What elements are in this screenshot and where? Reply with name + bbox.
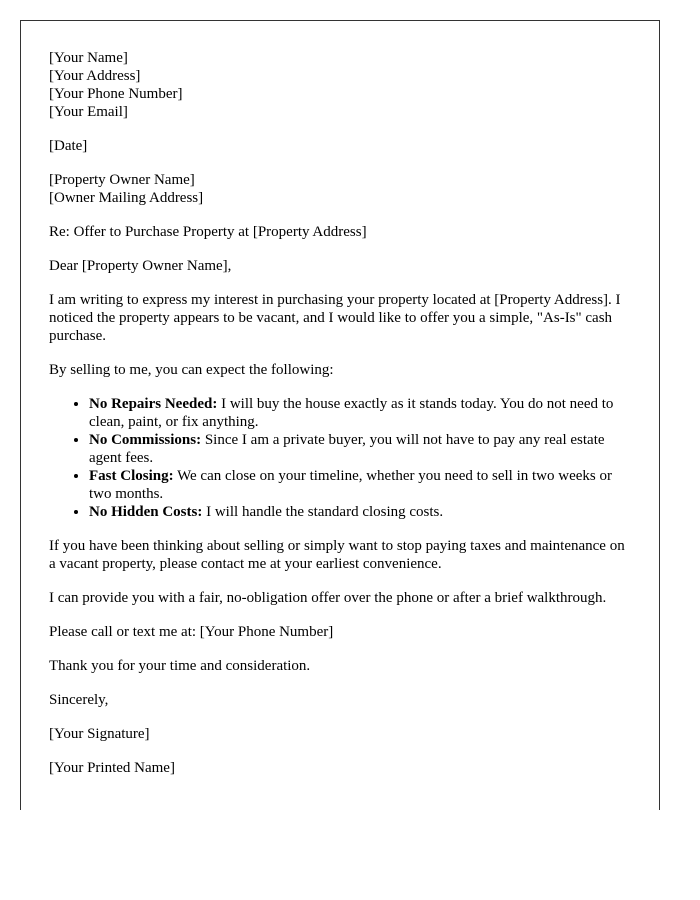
recipient-address: [Owner Mailing Address]: [49, 190, 204, 206]
salutation: Dear [Property Owner Name],: [49, 258, 232, 274]
letter-date: [Date]: [49, 138, 88, 154]
benefit-text: I will handle the standard closing costs.: [202, 504, 444, 520]
sender-email: [Your Email]: [49, 104, 128, 120]
thanks-line: Thank you for your time and consideration.: [49, 658, 311, 674]
subject-line: Re: Offer to Purchase Property at [Property Address]: [49, 224, 367, 240]
sender-address: [Your Address]: [49, 68, 141, 84]
sender-phone: [Your Phone Number]: [49, 86, 183, 102]
letter-page: [20, 20, 660, 810]
recipient-block: [49, 171, 635, 207]
benefit-item: [89, 395, 635, 431]
benefit-item: [89, 467, 635, 503]
benefit-item: [89, 431, 635, 467]
benefit-item: [89, 503, 635, 521]
contact-line: Please call or text me at: [Your Phone Number]: [49, 624, 334, 640]
closing-line: Sincerely,: [49, 692, 109, 708]
sender-name: [Your Name]: [49, 50, 128, 66]
intro-paragraph: I am writing to express my interest in purchasing your property located at [Property Address]. I noticed the property appears to be vacant, and I would like to offer you a simple, "As-Is" cash purchase.: [49, 292, 621, 344]
selling-paragraph: If you have been thinking about selling or simply want to stop paying taxes and maintenance on a vacant property, please contact me at your earliest convenience.: [49, 538, 625, 572]
benefits-list: [49, 395, 635, 521]
benefit-text: Since I am a private buyer, you will not have to pay any real estate agent fees.: [89, 432, 605, 466]
benefit-title: No Commissions:: [89, 432, 202, 448]
benefit-title: No Hidden Costs:: [89, 504, 203, 520]
sender-block: [49, 49, 635, 121]
benefit-title: No Repairs Needed:: [89, 396, 218, 412]
recipient-name: [Property Owner Name]: [49, 172, 195, 188]
benefit-text: I will buy the house exactly as it stands today. You do not need to clean, paint, or fix anything.: [89, 396, 614, 430]
benefits-intro: By selling to me, you can expect the following:: [49, 362, 334, 378]
benefit-text: We can close on your timeline, whether you need to sell in two weeks or two months.: [89, 468, 612, 502]
printed-name-line: [Your Printed Name]: [49, 760, 175, 776]
signature-line: [Your Signature]: [49, 726, 150, 742]
benefit-title: Fast Closing:: [89, 468, 174, 484]
offer-paragraph: I can provide you with a fair, no-obligation offer over the phone or after a brief walkthrough.: [49, 590, 607, 606]
